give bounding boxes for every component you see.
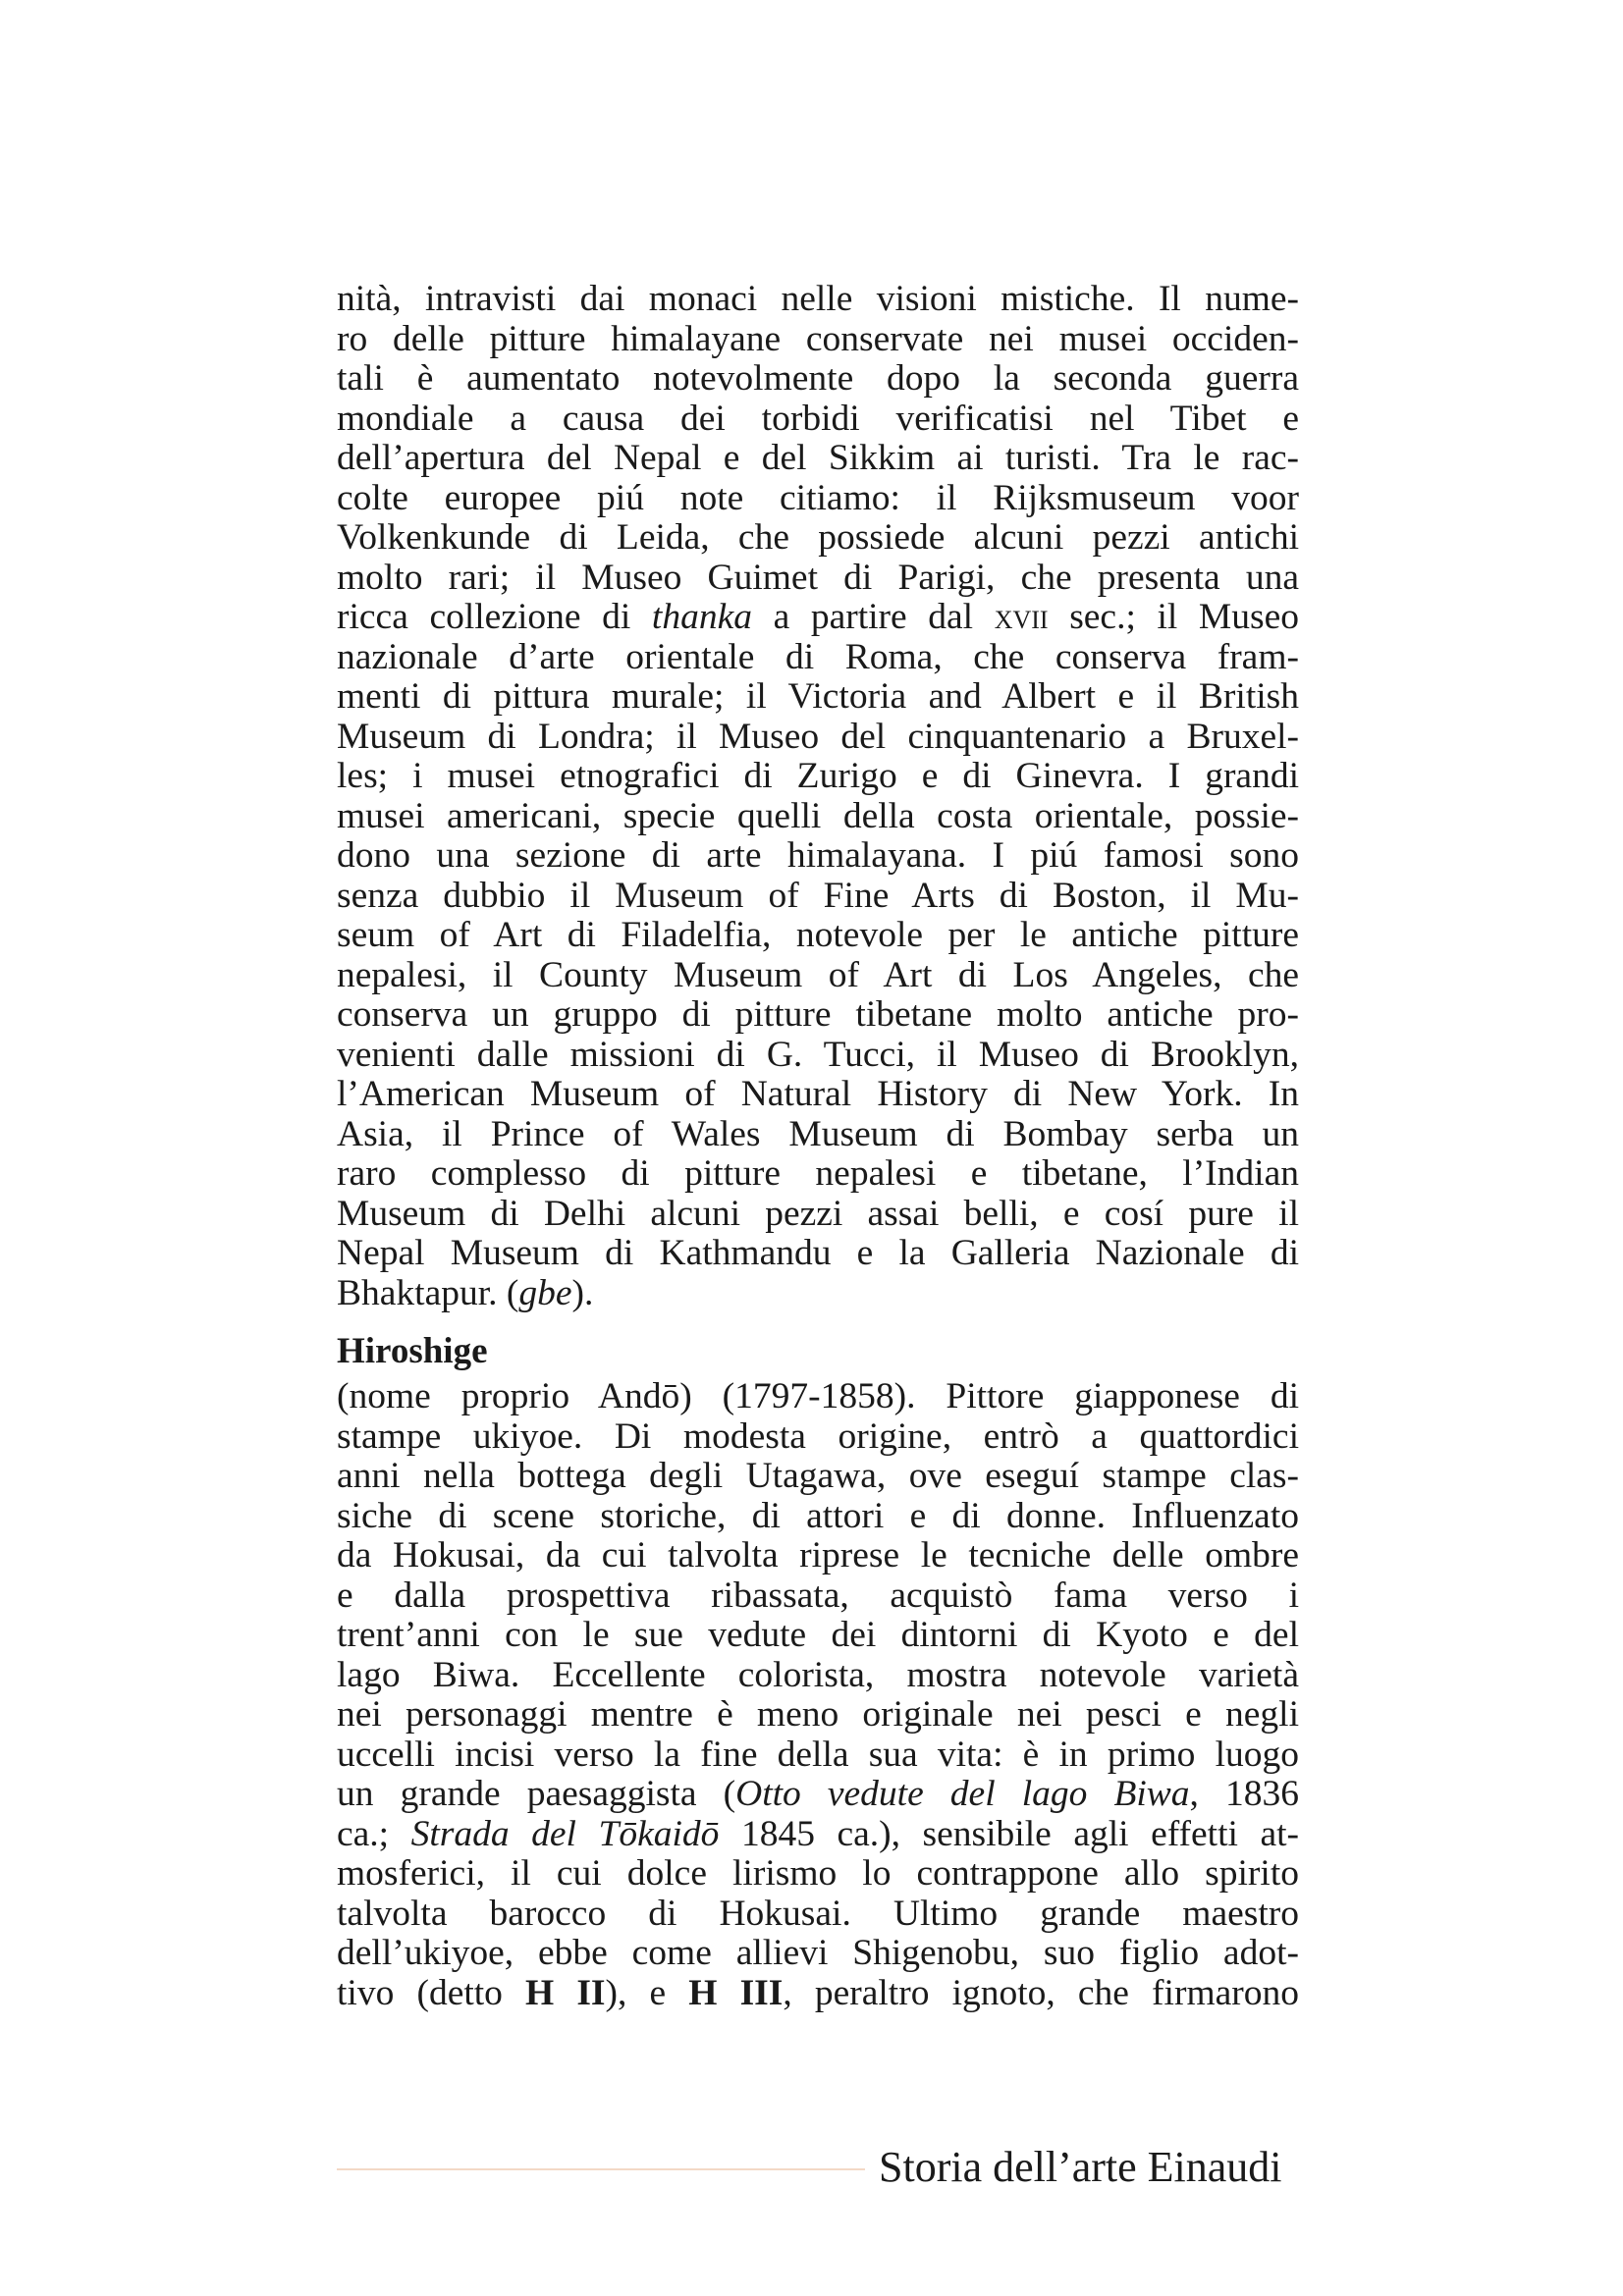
work-title: Otto vedute del lago Biwa [735,1774,1190,1814]
text-line: nazionale d’arte orientale di Roma, che conserva fram- [337,636,1299,677]
footer-rule [337,2168,865,2170]
text-line: raro complesso di pitture nepalesi e tibetane, l’Indian [337,1153,1299,1194]
text-line: ro delle pitture himalayane conservate nei musei occiden- [337,318,1299,359]
text-line: stampe ukiyoe. Di modesta origine, entrò a quattordici [337,1415,1299,1457]
work-title: Strada del Tōkaidō [410,1813,720,1854]
text-line: ca.; Strada del Tōkaidō 1845 ca.), sensibile agli effetti at- [337,1813,1299,1854]
text-line: talvolta barocco di Hokusai. Ultimo grande maestro [337,1893,1299,1934]
century-numeral: xvii [994,597,1049,637]
italic-term: thanka [651,597,752,637]
text-block-entry [337,1377,1299,2013]
text-line: tivo (detto H II), e H III, peraltro ignoto, che firmarono [337,1972,1300,2013]
text-line: Nepal Museum di Kathmandu e la Galleria Nazionale di [337,1233,1299,1273]
text-line: Museum di Londra; il Museo del cinquantenario a Bruxel- [337,716,1299,757]
text-line: nei personaggi mentre è meno originale nei pesci e negli [337,1694,1299,1735]
text-line: colte europee piú note citiamo: il Rijksmuseum voor [337,477,1299,518]
text-line: dono una sezione di arte himalayana. I piú famosi sono [337,835,1299,876]
text-line: trent’anni con le sue vedute dei dintorni di Kyoto e del [337,1615,1299,1655]
text-line: uccelli incisi verso la fine della sua vita: è in primo luogo [337,1734,1299,1775]
text-line: un grande paesaggista (Otto vedute del lago Biwa, 1836 [337,1774,1300,1814]
text-line: senza dubbio il Museum of Fine Arts di Boston, il Mu- [337,875,1299,916]
footer-publication-title: Storia dell’arte Einaudi [879,2143,1282,2191]
text-line: menti di pittura murale; il Victoria and Albert e il British [337,676,1299,717]
text-line: Bhaktapur. (gbe). [337,1272,594,1313]
text-line: tali è aumentato notevolmente dopo la seconda guerra [337,358,1299,399]
text-block-continuation [337,280,1299,1313]
text-line: nepalesi, il County Museum of Art di Los Angeles, che [337,954,1299,995]
text-line: venienti dalle missioni di G. Tucci, il Museo di Brooklyn, [337,1034,1299,1075]
text-line: conserva un gruppo di pitture tibetane molto antiche pro- [337,994,1299,1035]
text-line: seum of Art di Filadelfia, notevole per le antiche pitture [337,915,1299,955]
text-line: da Hokusai, da cui talvolta riprese le tecniche delle ombre [337,1535,1299,1575]
text-line: anni nella bottega degli Utagawa, ove eseguí stampe clas- [337,1456,1299,1496]
text-line: Volkenkunde di Leida, che possiede alcuni pezzi antichi [337,517,1299,558]
author-initials: gbe [518,1272,572,1313]
text-line: musei americani, specie quelli della costa orientale, possie- [337,795,1299,836]
text-line: lago Biwa. Eccellente colorista, mostra notevole varietà [337,1654,1299,1695]
text-line: siche di scene storiche, di attori e di donne. Influenzato [337,1495,1299,1536]
text-line: dell’apertura del Nepal e del Sikkim ai turisti. Tra le rac- [337,438,1299,478]
text-line: mosferici, il cui dolce lirismo lo contrappone allo spirito [337,1853,1299,1894]
entry-heading: Hiroshige [337,1331,488,1371]
text-line: nità, intravisti dai monaci nelle visioni mistiche. Il nume- [337,279,1299,319]
text-line: Museum di Delhi alcuni pezzi assai belli, e cosí pure il [337,1193,1299,1234]
text-line: les; i musei etnografici di Zurigo e di Ginevra. I grandi [337,756,1299,796]
bold-name: H III [688,1972,784,2013]
text-line: e dalla prospettiva ribassata, acquistò fama verso i [337,1575,1299,1616]
text-line: l’American Museum of Natural History di New York. In [337,1074,1299,1114]
text-line: dell’ukiyoe, ebbe come allievi Shigenobu, suo figlio adot- [337,1933,1299,1973]
text-line: ricca collezione di thanka a partire dal xvii sec.; il Museo [337,597,1299,637]
text-line: molto rari; il Museo Guimet di Parigi, che presenta una [337,557,1299,598]
text-line: Asia, il Prince of Wales Museum di Bombay serba un [337,1113,1299,1154]
text-line: (nome proprio Andō) (1797-1858). Pittore giapponese di [337,1376,1299,1416]
text-line: mondiale a causa dei torbidi verificatisi nel Tibet e [337,398,1299,439]
bold-name: H II [525,1972,606,2013]
